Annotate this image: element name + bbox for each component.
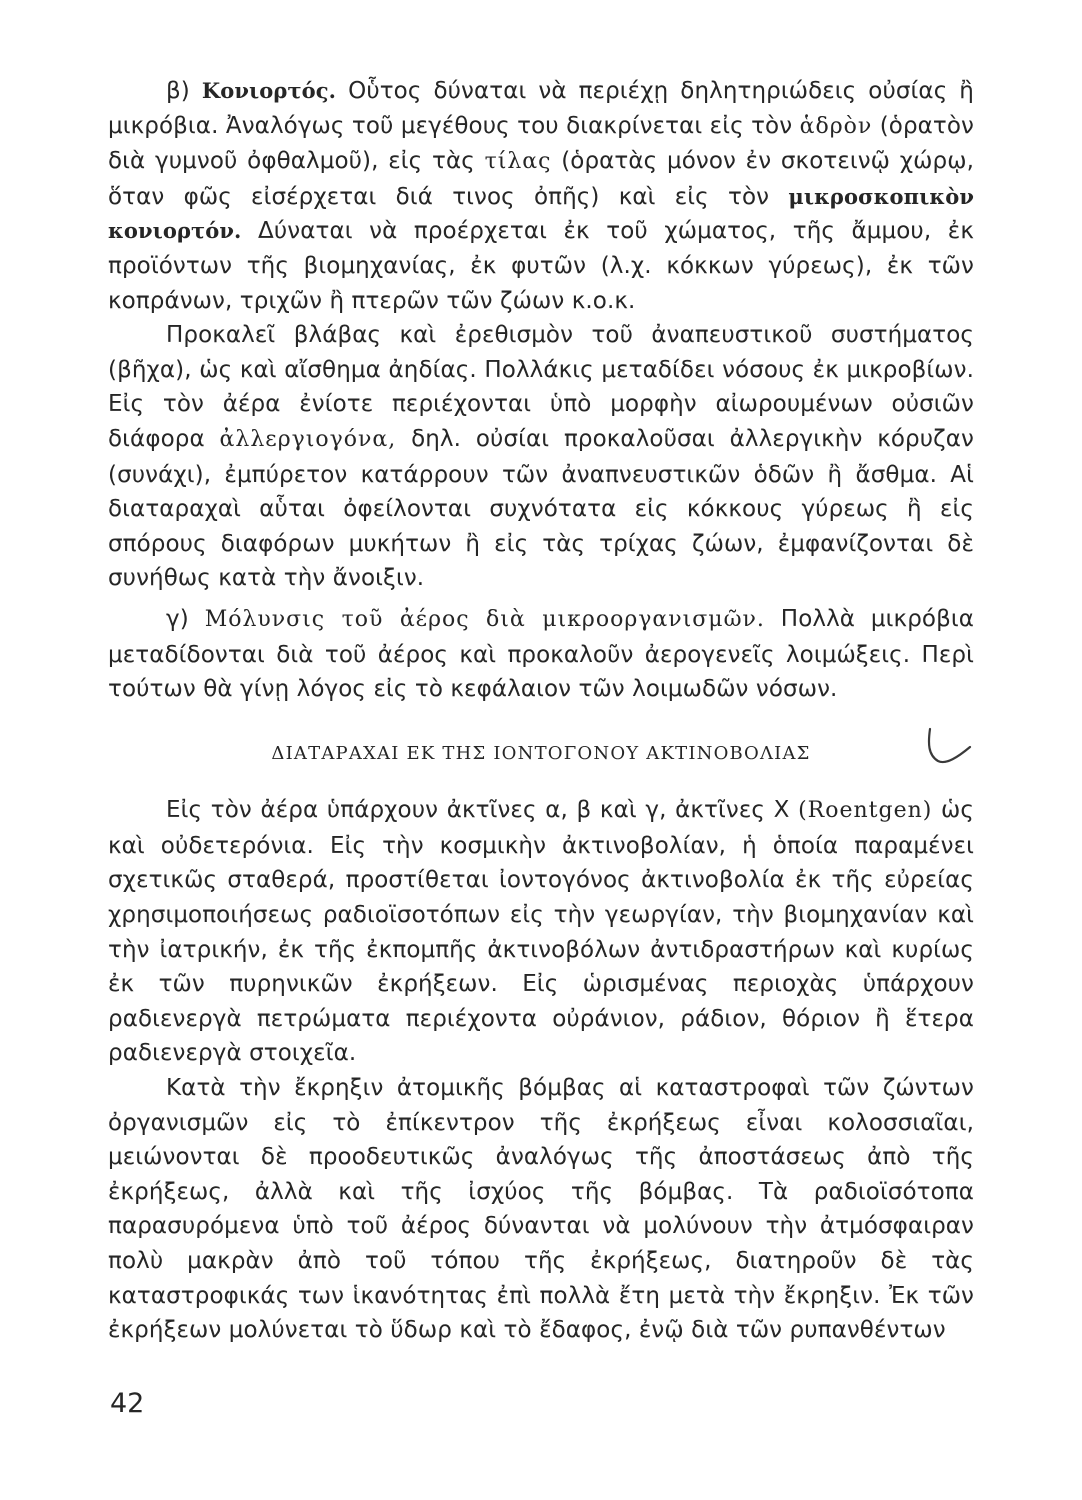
paragraph-microorganisms [108, 602, 974, 707]
paragraph-effects [108, 318, 974, 596]
dust-text-a: Οὗτος δύναται νὰ περιέχῃ δηλητηριώδεις οὐσίας ἢ μικρόβια. Ἀναλόγως τοῦ μεγέθους του διακρίνεται εἰς τὸν [108, 78, 974, 139]
dust-text-c: (ὁρατὰς μόνον ἐν σκοτεινῷ χώρῳ, ὅταν φῶς εἰσέρχεται διά τινος ὀπῆς) καὶ εἰς τὸν [108, 148, 974, 210]
atomic-bomb-text: Κατὰ τὴν ἔκρηξιν ἀτομικῆς βόμβας αἱ καταστροφαὶ τῶν ζώντων ὀργανισμῶν εἰς τὸ ἐπίκεντρον τῆς ἐκρήξεως εἶναι κολοσσιαῖαι, μειώνονται δὲ προοδευτικῶς ἀναλόγως τῆς ἀποστάσεως ἀπὸ τῆς ἐκρήξεως, ἀλλὰ καὶ τῆς ἰσχύος τῆς βόμβας. Τὰ ραδιοϊσότοπα παρασυρόμενα ὑπὸ τοῦ ἀέρος δύνανται νὰ μολύνουν τὴν ἀτμόσφαιραν πολὺ μακρὰν ἀπὸ τοῦ τόπου τῆς ἐκρήξεως, διατηροῦν δὲ τὰς καταστροφικάς των ἱκανότητας ἐπὶ πολλὰ ἔτη μετὰ τὴν ἔκρηξιν. Ἐκ τῶν ἐκρήξεων μολύνεται τὸ ὕδωρ καὶ τὸ ἔδαφος, ἐνῷ διὰ τῶν ρυπανθέντων [108, 1075, 974, 1344]
term-coarse: ἁδρὸν [799, 113, 873, 139]
term-air-contamination: Μόλυνσις τοῦ ἀέρος διὰ μικροοργανισμῶν. [204, 606, 765, 632]
term-allergens: ἀλλεργιογόνα, [219, 426, 397, 452]
effects-text-b: δηλ. οὐσίαι προκαλοῦσαι ἀλλεργικὴν κόρυζαν (συνάχι), ἐμπύρετον κατάρρουν τῶν ἀναπνευστικῶν ὁδῶν ἢ ἄσθμα. Αἱ διαταραχαὶ αὗται ὀφείλονται συχνότατα εἰς κόκκους γύρεως ἢ εἰς σπόρους διαφόρων μυκήτων ἢ εἰς τὰς τρίχας ζώων, ἐμφανίζονται δὲ συνήθως κατὰ τὴν ἄνοιξιν. [108, 425, 974, 592]
term-roentgen: (Roentgen) [798, 798, 933, 824]
paragraph-dust [108, 74, 974, 318]
paragraph-atomic-bomb [108, 1071, 974, 1348]
radiation-text-b: ὡς καὶ οὐδετερόνια. Εἰς τὴν κοσμικὴν ἀκτινοβολίαν, ἡ ὁποία παραμένει σχετικῶς σταθερά, προστίθεται ἰοντογόνος ἀκτινοβολία ἐκ τῆς εὐρείας χρησιμοποιήσεως ραδιοϊσοτόπων εἰς τὴν γεωργίαν, τὴν βιομηχανίαν καὶ τὴν ἰατρικήν, ἐκ τῆς ἐκπομπῆς ἀκτινοβόλων ἀντιδραστήρων καὶ κυρίως ἐκ τῶν πυρηνικῶν ἐκρήξεων. Εἰς ὡρισμένας περιοχὰς ὑπάρχουν ραδιενεργὰ πετρώματα περιέχοντα οὐράνιον, ράδιον, θόριον ἢ ἕτερα ραδιενεργὰ στοιχεῖα. [108, 797, 974, 1067]
term-microscopic-dust: μικροσκοπικὸν κονιορτόν. [108, 183, 974, 244]
dust-text-b: (ὁρατὸν διὰ γυμνοῦ ὀφθαλμοῦ), εἰς τὰς [108, 112, 974, 175]
page-number: 42 [110, 1388, 145, 1419]
term-tilas: τίλας [484, 149, 552, 175]
radiation-text-a: Εἰς τὸν ἀέρα ὑπάρχουν ἀκτῖνες α, β καὶ γ, ἀκτῖνες Χ [166, 797, 790, 824]
item-label-b: β) [166, 78, 190, 104]
body-text [108, 74, 974, 1348]
dust-text-d: Δύναται νὰ προέρχεται ἐκ τοῦ χώματος, τῆς ἄμμου, ἐκ προϊόντων τῆς βιομηχανίας, ἐκ φυτῶν (λ.χ. κόκκων γύρεως), ἐκ τῶν κοπράνων, τριχῶν ἢ πτερῶν τῶν ζώων κ.ο.κ. [108, 218, 974, 314]
pen-mark [918, 725, 974, 775]
section-heading: ΔΙΑΤΑΡΑΧΑΙ ΕΚ ΤΗΣ ΙΟΝΤΟΓΟΝΟΥ ΑΚΤΙΝΟΒΟΛΙΑΣ [271, 742, 811, 764]
term-dust: Κονιορτός. [201, 78, 337, 103]
paragraph-radiation [108, 793, 974, 1071]
effects-text-a: Προκαλεῖ βλάβας καὶ ἐρεθισμὸν τοῦ ἀναπευστικοῦ συστήματος (βῆχα), ὡς καὶ αἴσθημα ἀηδίας. Πολλάκις μεταδίδει νόσους ἐκ μικροβίων. Εἰς τὸν ἀέρα ἐνίοτε περιέχονται ὑπὸ μορφὴν αἰωρουμένων οὐσιῶν διάφορα [108, 322, 974, 452]
item-label-c: γ) [166, 605, 189, 632]
microorganisms-text: Πολλὰ μικρόβια μεταδίδονται διὰ τοῦ ἀέρος καὶ προκαλοῦν ἀερογενεῖς λοιμώξεις. Περὶ τούτων θὰ γίνῃ λόγος εἰς τὸ κεφάλαιον τῶν λοιμωδῶν νόσων. [108, 605, 974, 703]
